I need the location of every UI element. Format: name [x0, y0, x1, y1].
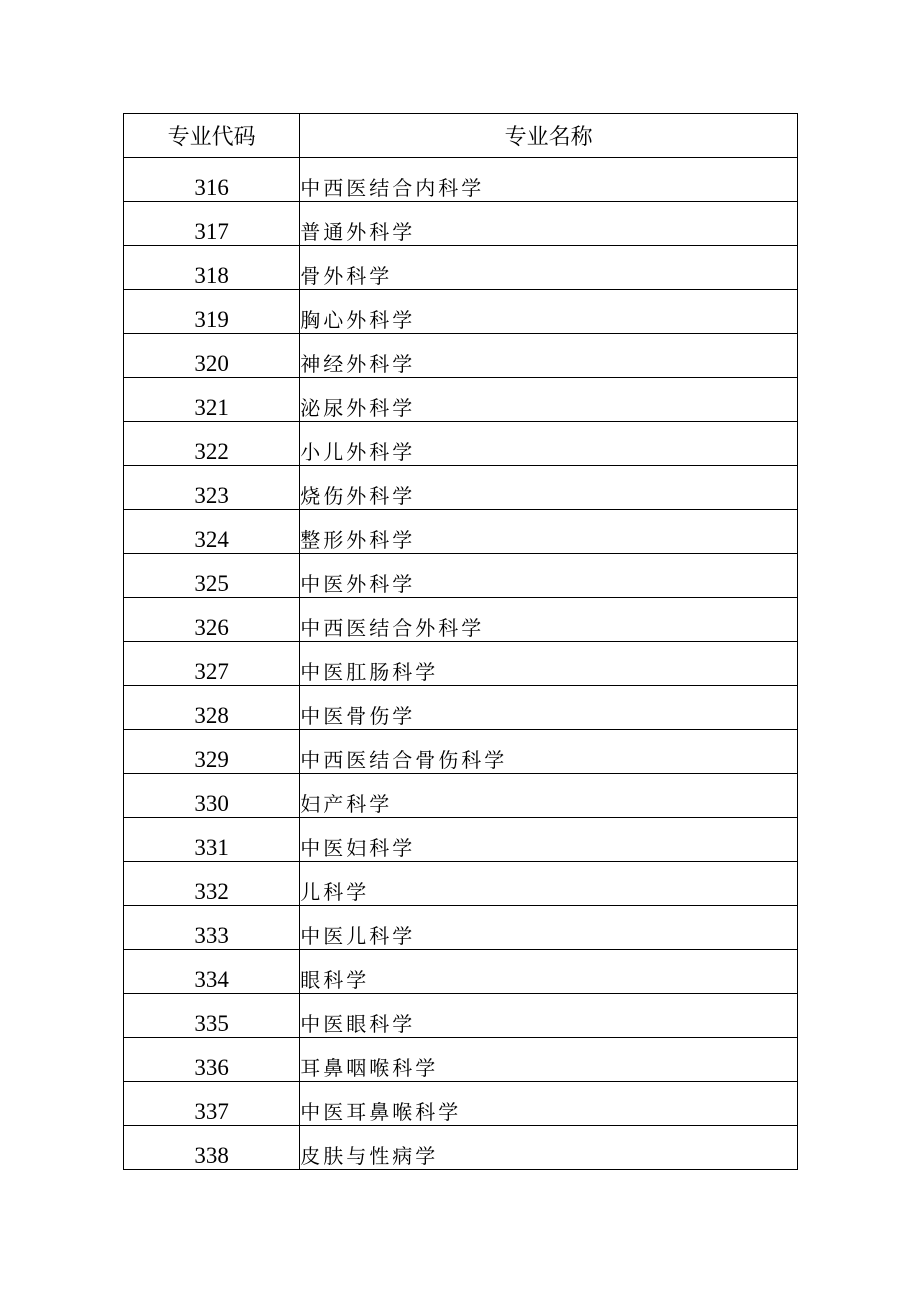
major-code-cell: 326: [124, 598, 300, 642]
major-code-cell: 338: [124, 1126, 300, 1170]
table-row: [124, 1126, 798, 1170]
major-code-cell: 327: [124, 642, 300, 686]
table-row: [124, 642, 798, 686]
major-code-cell: 318: [124, 246, 300, 290]
major-code-cell: 337: [124, 1082, 300, 1126]
table-row: [124, 862, 798, 906]
major-name-cell: 烧伤外科学: [300, 466, 798, 510]
table-row: [124, 1038, 798, 1082]
major-code-cell: 328: [124, 686, 300, 730]
table-row: [124, 202, 798, 246]
major-code-cell: 336: [124, 1038, 300, 1082]
major-name-cell: 眼科学: [300, 950, 798, 994]
table-row: [124, 730, 798, 774]
table-row: [124, 554, 798, 598]
major-name-cell: 儿科学: [300, 862, 798, 906]
major-name-cell: 中西医结合骨伤科学: [300, 730, 798, 774]
major-name-cell: 胸心外科学: [300, 290, 798, 334]
major-name-cell: 中西医结合内科学: [300, 158, 798, 202]
major-code-cell: 335: [124, 994, 300, 1038]
major-code-cell: 322: [124, 422, 300, 466]
table-row: [124, 686, 798, 730]
major-code-cell: 316: [124, 158, 300, 202]
major-name-cell: 中医儿科学: [300, 906, 798, 950]
table-row: [124, 158, 798, 202]
major-name-cell: 中医妇科学: [300, 818, 798, 862]
major-code-cell: 334: [124, 950, 300, 994]
header-row: [124, 114, 798, 158]
table-row: [124, 466, 798, 510]
table-row: [124, 290, 798, 334]
major-name-cell: 神经外科学: [300, 334, 798, 378]
major-name-cell: 中医眼科学: [300, 994, 798, 1038]
table-row: [124, 774, 798, 818]
major-name-cell: 妇产科学: [300, 774, 798, 818]
major-code-cell: 331: [124, 818, 300, 862]
major-name-cell: 耳鼻咽喉科学: [300, 1038, 798, 1082]
major-name-cell: 骨外科学: [300, 246, 798, 290]
major-code-cell: 321: [124, 378, 300, 422]
major-code-cell: 323: [124, 466, 300, 510]
major-name-cell: 中医肛肠科学: [300, 642, 798, 686]
table-row: [124, 334, 798, 378]
table-row: [124, 906, 798, 950]
major-code-cell: 320: [124, 334, 300, 378]
major-code-cell: 329: [124, 730, 300, 774]
major-code-cell: 333: [124, 906, 300, 950]
major-code-cell: 332: [124, 862, 300, 906]
major-code-cell: 317: [124, 202, 300, 246]
table-row: [124, 950, 798, 994]
major-code-cell: 330: [124, 774, 300, 818]
major-name-cell: 中医耳鼻喉科学: [300, 1082, 798, 1126]
header-name: 专业名称: [300, 114, 798, 158]
major-name-cell: 泌尿外科学: [300, 378, 798, 422]
table-body: [124, 158, 798, 1170]
table-row: [124, 510, 798, 554]
table-row: [124, 246, 798, 290]
table-row: [124, 598, 798, 642]
table-row: [124, 378, 798, 422]
major-table: [123, 113, 798, 1170]
major-code-cell: 325: [124, 554, 300, 598]
major-name-cell: 小儿外科学: [300, 422, 798, 466]
table-row: [124, 422, 798, 466]
header-code: 专业代码: [124, 114, 300, 158]
major-name-cell: 中医外科学: [300, 554, 798, 598]
major-name-cell: 中医骨伤学: [300, 686, 798, 730]
major-name-cell: 整形外科学: [300, 510, 798, 554]
major-code-cell: 324: [124, 510, 300, 554]
major-name-cell: 皮肤与性病学: [300, 1126, 798, 1170]
major-name-cell: 中西医结合外科学: [300, 598, 798, 642]
major-name-cell: 普通外科学: [300, 202, 798, 246]
table-row: [124, 1082, 798, 1126]
table-row: [124, 818, 798, 862]
major-code-cell: 319: [124, 290, 300, 334]
table-row: [124, 994, 798, 1038]
